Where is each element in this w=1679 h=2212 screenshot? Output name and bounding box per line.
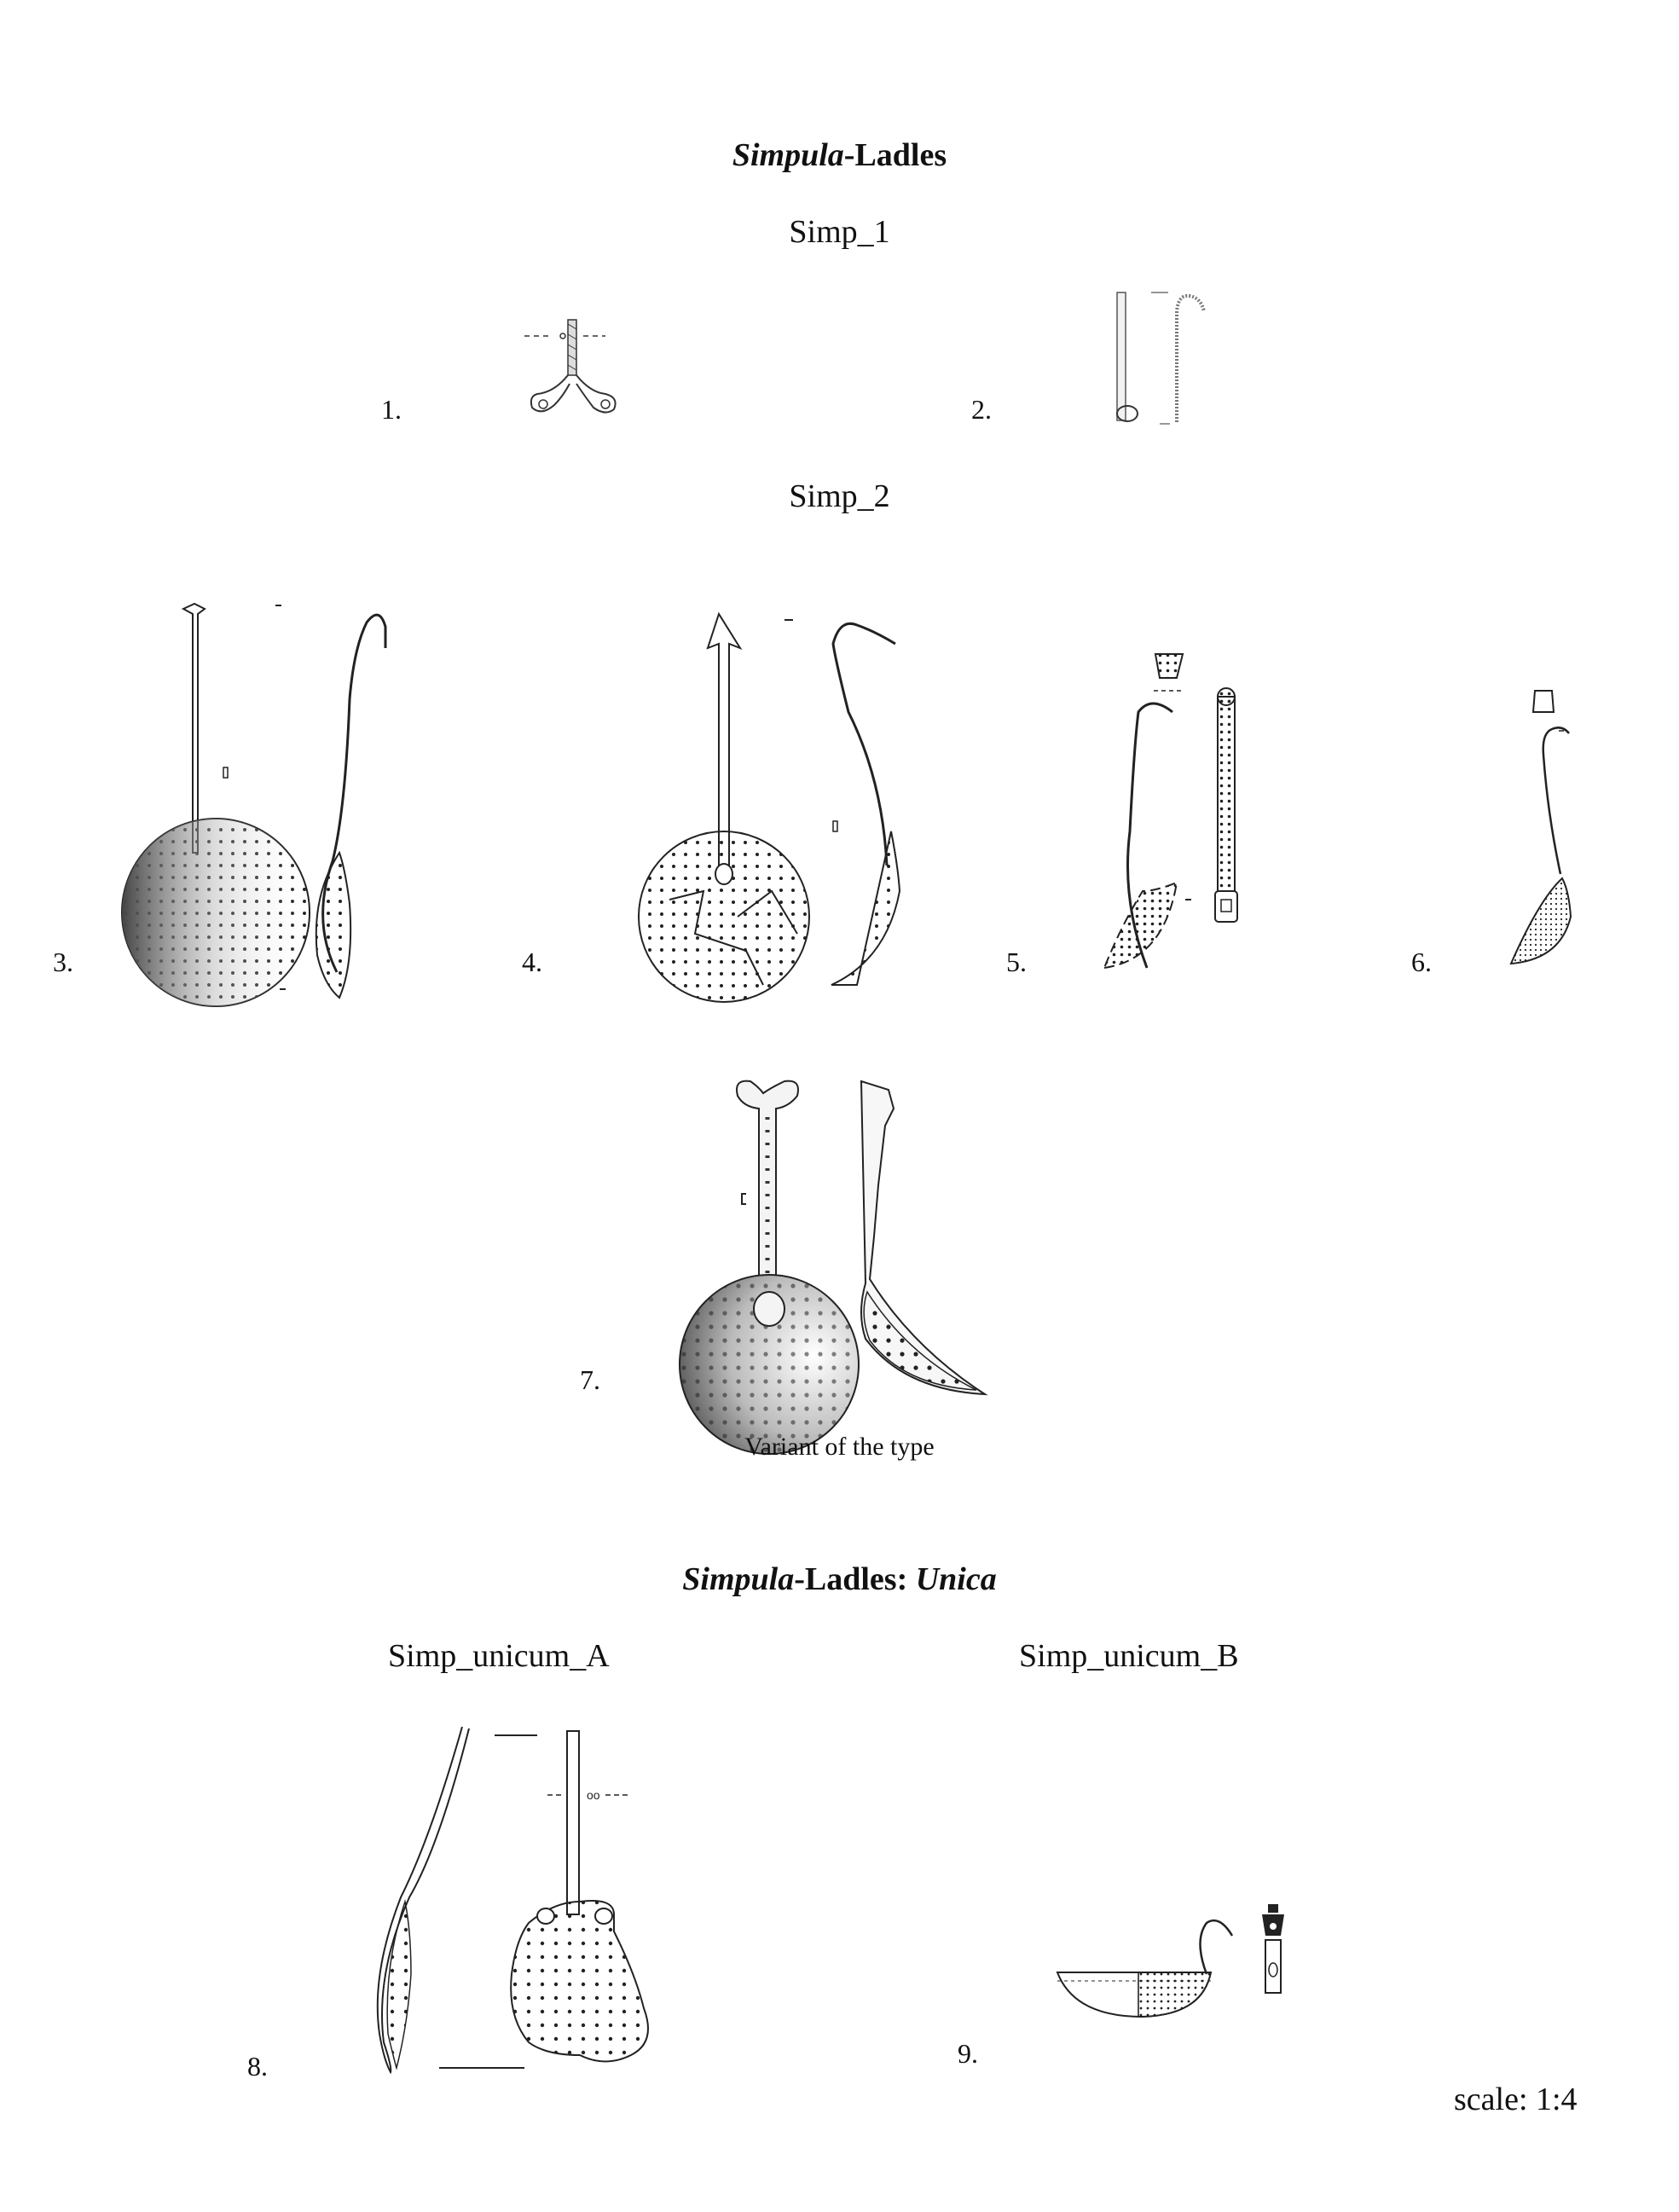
group-label-unicum-a: Simp_unicum_A bbox=[388, 1638, 610, 1674]
section-title-unica-italic: Simpula bbox=[682, 1561, 795, 1597]
section-title-italic: Simpula bbox=[732, 137, 844, 173]
figure-5-drawing bbox=[1087, 644, 1266, 976]
figure-1-drawing bbox=[520, 316, 631, 426]
figure-number-7: 7. bbox=[580, 1364, 600, 1395]
section-title-unica bbox=[0, 1561, 1679, 1598]
figure-number-8: 8. bbox=[247, 2051, 268, 2082]
svg-text:oo: oo bbox=[587, 1788, 600, 1802]
section-title-rest: -Ladles bbox=[843, 137, 947, 173]
group-label-unicum-b: Simp_unicum_B bbox=[1019, 1638, 1239, 1674]
variant-caption: Variant of the type bbox=[744, 1433, 935, 1461]
figure-number-9: 9. bbox=[958, 2038, 978, 2069]
figure-number-1: 1. bbox=[381, 394, 402, 425]
figure-number-6: 6. bbox=[1411, 947, 1432, 977]
section-title-unica-italic-2: Unica bbox=[915, 1561, 997, 1597]
figure-4-drawing bbox=[644, 610, 934, 1002]
figure-8-drawing bbox=[358, 1718, 674, 2076]
section-title-unica-mid: -Ladles: bbox=[794, 1561, 916, 1597]
figure-number-2: 2. bbox=[971, 394, 992, 425]
figure-number-5: 5. bbox=[1006, 947, 1027, 977]
figure-number-3: 3. bbox=[53, 947, 73, 977]
figure-6-drawing bbox=[1492, 686, 1586, 968]
section-title bbox=[0, 136, 1679, 174]
scale-label: scale: 1:4 bbox=[1454, 2082, 1578, 2117]
figure-7-drawing bbox=[691, 1074, 998, 1407]
figure-2-drawing bbox=[1109, 286, 1219, 431]
group-label-simp-2: Simp_2 bbox=[789, 478, 890, 514]
group-label-simp-1: Simp_1 bbox=[789, 214, 890, 250]
figure-9-drawing bbox=[1049, 1889, 1330, 2025]
figure-number-4: 4. bbox=[522, 947, 542, 977]
figure-3-drawing bbox=[119, 597, 409, 1006]
